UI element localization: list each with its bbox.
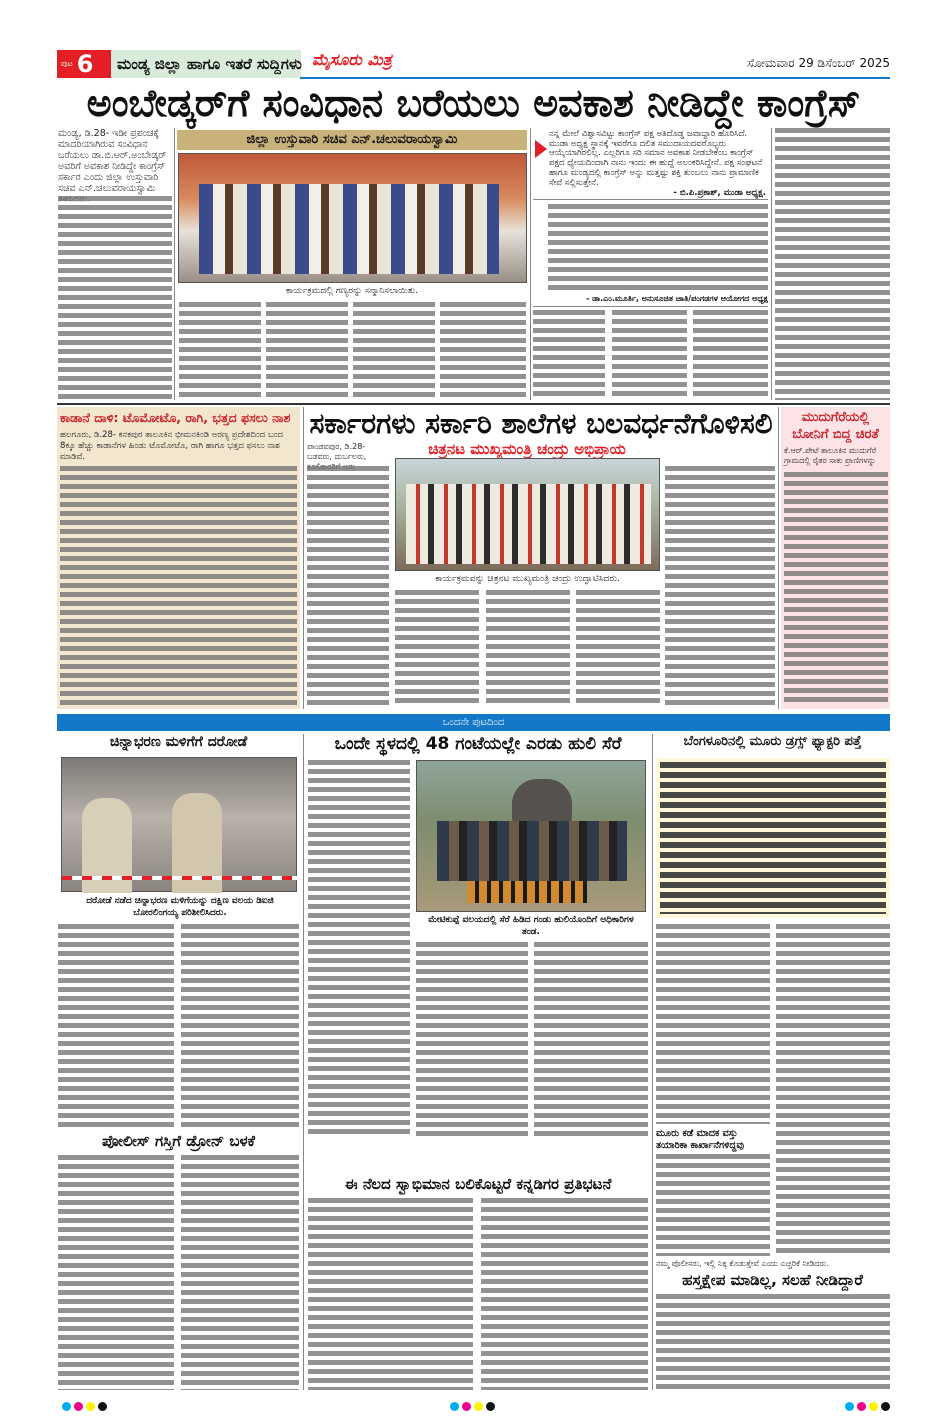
drone-headline: ಪೋಲೀಸ್ ಗಸ್ತಿಗೆ ಡ್ರೋನ್ ಬಳಕೆ: [101, 1132, 256, 1150]
registration-dot: [86, 1402, 95, 1411]
drugs-lead-text: [660, 762, 886, 914]
page-number-badge: [57, 50, 111, 78]
registration-dot: [62, 1402, 71, 1411]
lead-body-col4: [353, 302, 435, 400]
registration-dot: [869, 1402, 878, 1411]
leopard-headline: ಮುದುಗೆರೆಯಲ್ಲಿ ಬೋನಿಗೆ ಬಿದ್ದ ಚಿರತೆ: [792, 410, 879, 442]
lead-body-col6: [533, 310, 605, 400]
robbery-photo: [61, 757, 297, 892]
masthead-rule: [300, 77, 890, 79]
lead-headline: ಅಂಬೇಡ್ಕರ್‌ಗೆ ಸಂವಿಧಾನ ಬರೆಯಲು ಅವಕಾಶ ನೀಡಿದ್ದೇ ಕಾಂಗ್ರೆಸ್: [86, 81, 861, 125]
section-title: ಮಂಡ್ಯ ಜಿಲ್ಲಾ ಹಾಗೂ ಇತರೆ ಸುದ್ದಿಗಳು: [111, 50, 301, 78]
leopard-intro: ಕೆ.ಆರ್.ಪೇಟೆ ತಾಲೂಕಿನ ಮುದುಗೆರೆ ಗ್ರಾಮದಲ್ಲಿ ರೈತರ ಸಾಕು ಪ್ರಾಣಿಗಳನ್ನು: [784, 446, 877, 465]
lead-body-col5: [440, 302, 526, 400]
registration-dot: [845, 1402, 854, 1411]
tigers-photo: [416, 760, 646, 912]
schools-subheadline: ಚಿತ್ರನಟ ಮುಖ್ಯಮಂತ್ರಿ ಚಂದ್ರು ಅಭಿಪ್ರಾಯ: [428, 440, 626, 458]
registration-dot: [74, 1402, 83, 1411]
quote-box: [533, 128, 768, 200]
issue-date: ಸೋಮವಾರ 29 ಡಿಸೆಂಬರ್ 2025: [746, 56, 890, 70]
continued-banner: ಒಂದನೇ ಪುಟದಿಂದ: [57, 714, 890, 731]
lead-body-col2: [179, 302, 261, 400]
lead-body-col7: [612, 310, 687, 400]
drugs-subhead: ಮೂರು ಕಡೆ ಮಾದಕ ವಸ್ತು ತಯಾರಿಕಾ ಕಾರ್ಖಾನೆಗಳಿದ್ದವು: [656, 1128, 745, 1151]
lead-body-col8: [693, 310, 768, 400]
drugs-body-col2: [776, 924, 890, 1256]
registration-dot: [474, 1402, 483, 1411]
drugs-headline: ಬೆಂಗಳೂರಿನಲ್ಲಿ ಮೂರು ಡ್ರಗ್ಸ್ ಫ್ಯಾಕ್ಟರಿ ಪತ್ತೆ: [683, 734, 862, 749]
drone-body-col1: [58, 1155, 174, 1390]
schools-body-col4: [576, 590, 660, 706]
lead-body-col3: [266, 302, 348, 400]
quote2-text: [548, 204, 768, 292]
registration-dot: [462, 1402, 471, 1411]
robbery-headline: ಚಿನ್ನಾಭರಣ ಮಳಿಗೆಗೆ ದರೋಡೆ: [109, 734, 248, 750]
registration-dot: [857, 1402, 866, 1411]
lead-photo: [178, 153, 527, 283]
lead-kicker: ಜಿಲ್ಲಾ ಉಸ್ತುವಾರಿ ಸಚಿವ ಎನ್.ಚಲುವರಾಯಸ್ವಾಮಿ: [177, 130, 527, 150]
lead-intro: ಮಂಡ್ಯ, ಡಿ.28- ಇಡೀ ಪ್ರಪಂಚಕ್ಕೆ ಮಾದರಿಯಾಗಿರುವ ಸಂವಿಧಾನ ಬರೆಯಲು ಡಾ.ಬಿ.ಆರ್.ಅಂಬೇಡ್ಕರ್ ಅವರಿಗೆ ಅವಕಾಶ ನೀಡಿದ್ದೇ ಕಾಂಗ್ರೆಸ್ ಸರ್ಕಾರ ಎಂದು ಜಿಲ್ಲಾ ಉಸ್ತುವಾರಿ ಸಚಿವ ಎನ್.ಚಲುವರಾಯಸ್ವಾಮಿ: [58, 128, 172, 194]
lead-body-col1: [58, 196, 172, 400]
registration-dot: [98, 1402, 107, 1411]
leopard-body: [784, 472, 888, 706]
schools-intro: ಪಾಂಡವಪುರ, ಡಿ.28- ಬಡವರು, ದುರ್ಬಲರು,: [307, 442, 389, 464]
schools-body-col5: [665, 466, 775, 706]
drone-body-col2: [181, 1155, 299, 1390]
registration-dot: [450, 1402, 459, 1411]
lead-photo-caption: ಕಾರ್ಯಕ್ರಮದಲ್ಲಿ ಗಣ್ಯರನ್ನು ಸನ್ಮಾನಿಸಲಾಯಿತು.: [285, 286, 419, 296]
tigers-body-col1: [308, 760, 410, 1138]
schools-headline: ಸರ್ಕಾರಗಳು ಸರ್ಕಾರಿ ಶಾಲೆಗಳ ಬಲವರ್ಧನೆಗೊಳಿಸಲಿ: [309, 407, 773, 440]
advice-body: [656, 1294, 890, 1390]
schools-photo: [395, 458, 660, 571]
drugs-closing: ನಮ್ಮ ಪೊಲೀಸರು, ಇಲ್ಲಿ ನಿಕ್ಕ ಕೊಡುತ್ತೇವೆ ಎಂದು ಎಚ್ಚರಿಕೆ ನೀಡಿದರು.: [656, 1258, 890, 1270]
quote-arrow-icon: [535, 140, 547, 158]
page-label: ಪುಟ: [61, 59, 73, 68]
robbery-body-col1: [58, 924, 174, 1129]
elephant-body: [60, 466, 297, 706]
elephant-intro: ಹಲಗೂರು, ಡಿ.28- ಕನಕಪುರ ತಾಲೂಕಿನ ಭೀಮನಕಿಂಡಿ ಅರಣ್ಯ ಪ್ರದೇಶದಿಂದ ಬಂದ 8ಕ್ಕೂ ಹೆಚ್ಚು ಕಾಡಾನೆಗಳ ಹಿಂಡು ಟೊಮೋಟೊ, ರಾಗಿ ಹಾಗೂ ಭತ್ತದ ಫಸಲು ನಾಶ ಮಾಡಿವೆ.: [60, 430, 283, 462]
quote-author: - ಬಿ.ಪಿ.ಪ್ರಕಾಶ್, ಮುಡಾ ಅಧ್ಯಕ್ಷ.: [673, 188, 766, 198]
protest-body-col1: [308, 1198, 473, 1390]
drugs-body-col1: [656, 924, 770, 1124]
drugs-body-col1b: [656, 1154, 770, 1256]
page-number: 6: [76, 50, 94, 78]
schools-body-col3: [486, 590, 570, 706]
registration-dot: [486, 1402, 495, 1411]
lead-body-col9: [775, 128, 890, 400]
tigers-body-col2: [416, 942, 528, 1138]
registration-dot: [881, 1402, 890, 1411]
schools-photo-caption: ಕಾರ್ಯಕ್ರಮವನ್ನು ಚಿತ್ರನಟ ಮುಖ್ಯಮಂತ್ರಿ ಚಂದ್ರು ಉದ್ಘಾಟಿಸಿದರು.: [435, 574, 620, 584]
quote-text: ನನ್ನ ಮೇಲೆ ವಿಶ್ವಾಸವಿಟ್ಟು ಕಾಂಗ್ರೆಸ್ ಪಕ್ಷ ಅತಿದೊಡ್ಡ ಜವಾಬ್ದಾರಿ ಹೊರಿಸಿದೆ. ಮುಡಾ ಅಧ್ಯಕ್ಷ ಸ್ಥಾನಕ್ಕೆ ಇವರೆಗೂ ದಲಿತ ಸಮುದಾಯದವರೊಬ್ಬರು ಆಯ್ಕೆಯಾಗಿರಲಿಲ್ಲ. ಎಲ್ಲರಿಗೂ ಸರಿ ಸಮಾನ ಅವಕಾಶ ನೀಡಬೇಕೆಂಬ ಕಾಂಗ್ರೆಸ್ ಪಕ್ಷದ ಧ್ಯೇಯದಿಂದಾಗಿ ನಾನು ಇಂದು ಈ ಹುದ್ದೆ ಅಲಂಕರಿಸಿದ್ದೇನೆ. ಪಕ್ಷ ಸಂಘಟನೆ ಹಾಗೂ ಮಂಡ್ಯದಲ್ಲಿ ಕಾಂಗ್ರೆಸ್ ಅನ್ನು ಮತ್ತಷ್ಟು ಶಕ್ತಿ ತುಂಬಲು ನಾನು ಪ್ರಾಮಾಣಿಕ ಸೇವೆ ಸಲ್ಲಿಸುತ್ತೇನೆ.: [549, 129, 763, 188]
robbery-body-col2: [181, 924, 299, 1129]
schools-body-col2: [395, 590, 479, 706]
tigers-body-col3: [534, 942, 648, 1138]
tigers-headline: ಒಂದೇ ಸ್ಥಳದಲ್ಲಿ 48 ಗಂಟೆಯಲ್ಲೇ ಎರಡು ಹುಲಿ ಸೆರೆ: [334, 734, 622, 754]
protest-body-col2: [481, 1198, 648, 1390]
elephant-headline: ಕಾಡಾನೆ ದಾಳಿ: ಟೊಮೋಟೊ, ರಾಗಿ, ಭತ್ತದ ಫಸಲು ನಾಶ: [60, 410, 291, 425]
protest-headline: ಈ ನೆಲದ ಸ್ವಾಭಿಮಾನ ಬಲಿಕೊಟ್ಟರೆ ಕನ್ನಡಿಗರ ಪ್ರತಿಭಟನೆ: [344, 1175, 612, 1193]
schools-body-col1: [307, 466, 389, 706]
quote2-author: - ಡಾ.ಎಂ.ಮೂರ್ತಿ, ಅನುಸೂಚಿತ ಜಾತಿ/ಪಂಗಡಗಳ ಆಯೋಗದ ಅಧ್ಯಕ್ಷ: [586, 294, 768, 303]
tigers-photo-caption: ಮೇಟಿಕುಪ್ಪೆ ವಲಯದಲ್ಲಿ ಸೆರೆ ಹಿಡಿದ ಗಂಡು ಹುಲಿಯೊಂದಿಗೆ ಅಧಿಕಾರಿಗಳ ತಂಡ.: [428, 915, 634, 937]
advice-headline: ಹಸ್ತಕ್ಷೇಪ ಮಾಡಿಲ್ಲ, ಸಲಹೆ ನೀಡಿದ್ದಾರೆ: [682, 1271, 863, 1289]
robbery-photo-caption: ದರೋಡೆ ನಡೆದ ಚಿನ್ನಾಭರಣ ಮಳಿಗೆಯನ್ನು ದಕ್ಷಿಣ ವಲಯ ಡಿಐಜಿ ಬೋರಲಿಂಗಯ್ಯ ಪರಿಶೀಲಿಸಿದರು.: [86, 896, 274, 918]
paper-logo: ಮೈಸೂರು ಮಿತ್ರ: [312, 50, 392, 69]
